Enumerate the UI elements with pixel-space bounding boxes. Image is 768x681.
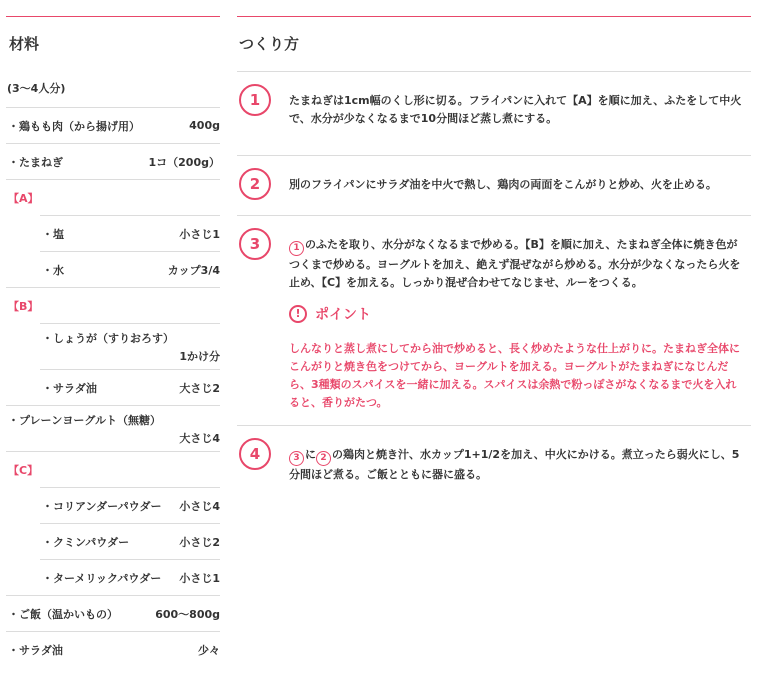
step-text-body: のふたを取り、水分がなくなるまで炒める。【B】を順に加え、たまねぎ全体に焼き色がつくまで炒める。ヨーグルトを加え、絶えず混ぜながら炒める。水分が少なくなったら火を止め、【C】を加える。しっかり混ぜ合わせてなじませ、ルーをつくる。 [289, 238, 741, 289]
ingredient-name: ・サラダ油 [8, 643, 63, 657]
point-heading [289, 304, 744, 324]
serving-size: (3〜4人分) [7, 82, 66, 95]
steps-title: つくり方 [239, 35, 300, 53]
ingredient-name: ・コリアンダーパウダー [42, 499, 162, 513]
step-number: 1 [239, 84, 271, 116]
step-text [289, 236, 744, 292]
ingredient-amount: 1コ（200g） [148, 155, 220, 169]
ingredient-amount: 大さじ4 [179, 431, 220, 445]
ingredient-amount: 小さじ1 [179, 571, 220, 585]
point-title: ポイント [315, 306, 371, 323]
ingredient-row [6, 143, 220, 179]
ingredient-amount: 小さじ2 [179, 535, 220, 549]
step-text: たまねぎは1cm幅のくし形に切る。フライパンに入れて【A】を順に加え、ふたをして中火で、水分が少なくなるまで10分間ほど蒸し煮にする。 [289, 94, 742, 125]
group-b-label [6, 287, 220, 323]
ingredient-amount: 400g [189, 119, 220, 132]
ingredient-name: ・しょうが（すりおろす） [42, 331, 174, 345]
step-ref-2: 2 [316, 451, 331, 466]
step-text: 別のフライパンにサラダ油を中火で熱し、鶏肉の両面をこんがりと炒め、火を止める。 [289, 178, 717, 191]
exclamation-icon: ! [289, 305, 307, 323]
ingredient-name: ・鶏もも肉（から揚げ用） [8, 119, 140, 133]
step-4 [237, 425, 751, 495]
ingredients-section [6, 16, 220, 667]
step-text [289, 446, 744, 495]
ingredients-title: 材料 [9, 35, 40, 53]
ingredient-row [40, 215, 220, 251]
ingredient-name: ・サラダ油 [42, 381, 97, 395]
step-text-body: の鶏肉と焼き汁、水カップ1+1/2を加え、中火にかける。煮立ったら弱火にし、5分間ほど煮る。ご飯とともに器に盛る。 [289, 448, 740, 481]
step-2 [237, 155, 751, 215]
step-body [289, 236, 744, 425]
step-1 [237, 71, 751, 155]
ingredient-row [6, 405, 220, 451]
ingredient-row [40, 323, 220, 369]
ingredient-name: ・ご飯（温かいもの） [8, 607, 118, 621]
group-label: 【A】 [8, 191, 39, 205]
step-text-mid: に [305, 448, 316, 461]
ingredient-amount: 小さじ1 [179, 227, 220, 241]
steps-section [237, 16, 751, 495]
ingredient-row [40, 251, 220, 287]
ingredient-name: ・水 [42, 263, 64, 277]
ingredient-name: ・塩 [42, 227, 64, 241]
ingredient-amount: 1かけ分 [179, 349, 220, 363]
ingredient-name: ・クミンパウダー [42, 535, 130, 549]
ingredient-amount: 600〜800g [155, 607, 220, 621]
step-number: 2 [239, 168, 271, 200]
ingredient-name: ・たまねぎ [8, 155, 63, 169]
step-3 [237, 215, 751, 425]
step-ref-3: 3 [289, 451, 304, 466]
ingredient-amount: カップ3/4 [167, 263, 220, 277]
ingredient-amount: 大さじ2 [179, 381, 220, 395]
ingredient-name: ・ターメリックパウダー [42, 571, 162, 585]
point-text: しんなりと蒸し煮にしてから油で炒めると、長く炒めたような仕上がりに。たまねぎ全体にこんがりと焼き色をつけてから、ヨーグルトを加える。ヨーグルトがたまねぎになじんだら、3種類のスパイスを一緒に加える。スパイスは余熱で粉っぽさがなくなるまで火を入れると、香りがたつ。 [289, 341, 740, 409]
ingredient-amount: 少々 [198, 643, 220, 657]
group-label: 【C】 [8, 463, 39, 477]
step-number: 3 [239, 228, 271, 260]
group-c-label [6, 451, 220, 487]
ingredient-amount: 小さじ4 [179, 499, 220, 513]
ingredient-row [6, 631, 220, 667]
ingredient-row [6, 107, 220, 143]
group-label: 【B】 [8, 299, 39, 313]
ingredient-name: ・プレーンヨーグルト（無糖） [8, 413, 162, 427]
ingredient-row [40, 559, 220, 595]
group-a-label [6, 179, 220, 215]
ingredient-row [40, 369, 220, 405]
step-ref-1: 1 [289, 241, 304, 256]
step-number: 4 [239, 438, 271, 470]
ingredient-row [40, 487, 220, 523]
ingredient-row [40, 523, 220, 559]
ingredient-row [6, 595, 220, 631]
